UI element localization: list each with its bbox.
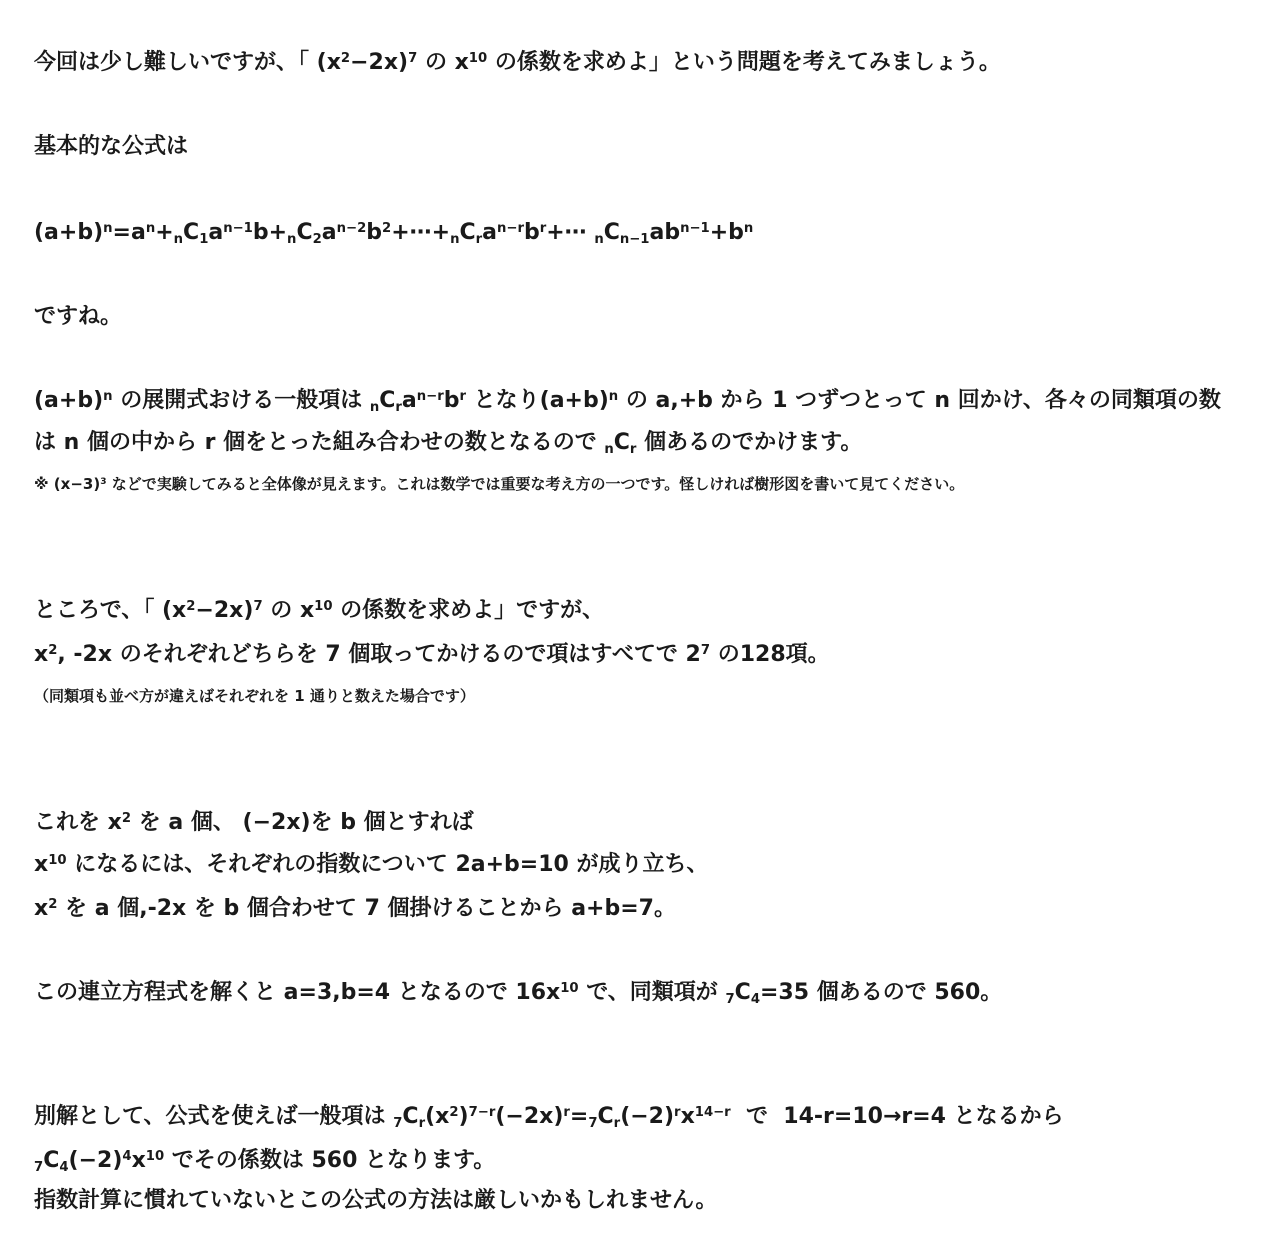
- problem-line-1: ところで、「 $(x^2-2x)^7$ の $x^{10}$ の係数を求めよ」ですが、: [34, 598, 605, 623]
- alternative-line-3: 指数計算に慣れていないとこの公式の方法は厳しいかもしれません。: [34, 1188, 718, 1213]
- solve-line-2: $x^{10}$ になるには、それぞれの指数について 2a+b=10 が成り立ち、: [34, 852, 709, 877]
- solution-line: この連立方程式を解くと a=3,b=4 となるので $16x^{10}$ で、同類項が $_7C_4=35$ 個あるので 560。: [34, 980, 1003, 1007]
- explanation-line-1: $(a+b)^n$ の展開式おける一般項は $_nC_ra^{n-r}b^r$ となり$(a+b)^n$ の a,+b から 1 つずつとって n 回かけ、各々の同類項の数: [34, 388, 1221, 415]
- title-line: 今回は少し難しいですが、「 $(x^2-2x)^7$ の $x^{10}$ の係数を求めよ」という問題を考えてみましょう。: [34, 50, 1001, 75]
- solve-line-1: これを $x^2$ を a 個、 (−2x)を b 個とすれば: [34, 810, 474, 835]
- explanation-line-2: は n 個の中から r 個をとった組み合わせの数となるので $_nC_r$ 個あるのでかけます。: [34, 430, 863, 457]
- note-experiment: ※ $(x-3)^3$ などで実験してみると全体像が見えます。これは数学では重要な考え方の一つです。怪しければ樹形図を書いて見てください。: [34, 475, 965, 493]
- formula-intro: 基本的な公式は: [34, 134, 189, 159]
- formula-end: ですね。: [34, 304, 123, 329]
- binomial-formula: $(a+b)^n=a^n+_nC_1a^{n-1}b+_nC_2a^{n-2}b^2+\cdots+_nC_ra^{n-r}b^r+\cdots$ $_nC_{n-1}ab^{n-1}+b^n$: [34, 220, 754, 247]
- alternative-line-1: 別解として、公式を使えば一般項は $_7C_r(x^2)^{7-r}(-2x)^r=_7C_r(-2)^rx^{14-r}$ で 14-r=10→r=4 となるから: [34, 1104, 1064, 1131]
- solve-line-3: $x^2$ を a 個,-2x を b 個合わせて 7 個掛けることから a+b=7。: [34, 896, 676, 921]
- problem-line-2: $x^2$, -2x のそれぞれどちらを 7 個取ってかけるので項はすべてで $2^7$ の128項。: [34, 642, 830, 667]
- alternative-line-2: $_7C_4(-2)^4x^{10}$ でその係数は 560 となります。: [34, 1148, 496, 1175]
- note-like-terms: （同類項も並べ方が違えばそれぞれを 1 通りと数えた場合です）: [34, 687, 475, 705]
